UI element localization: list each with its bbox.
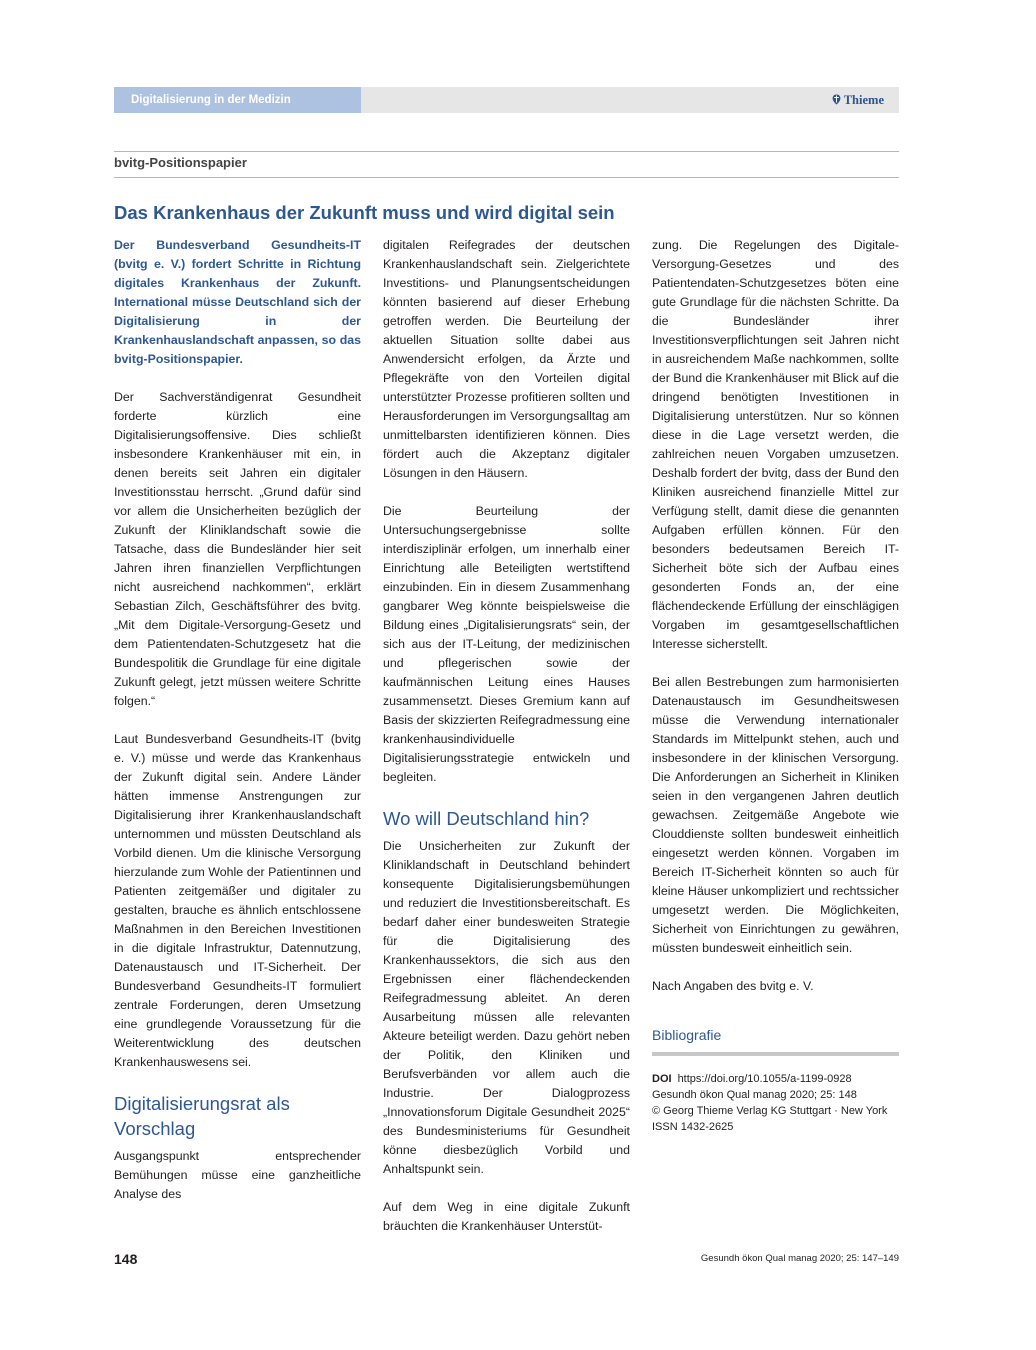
paragraph: Die Beurteilung der Untersuchungsergebnisse sollte interdisziplinär erfolgen, um innerhalb einer Einrichtung alle Beteiligten wertstiftend einzubinden. Ein in diesem Zusammenhang gangbarer Weg könnte beispielsweise die Bildung eines „Digitalisierungsrats“ sein, der sich aus der IT-Leitung, der medizinischen und pflegerischen sowie der kaufmännischen Leitung eines Hauses zusammensetzt. Dieses Gremium kann auf Basis der skizzierten Reifegradmessung eine krankenhausindividuelle Digitalisierungsstrategie entwickeln und begleiten. <box>383 504 630 784</box>
paragraph: Nach Angaben des bvitg e. V. <box>652 979 814 993</box>
publisher-name: Thieme <box>843 93 884 107</box>
text-column-2 <box>383 236 630 1255</box>
doi-label: DOI <box>652 1073 672 1085</box>
bibliography-block <box>652 1071 912 1135</box>
publisher-logo <box>832 87 884 113</box>
thieme-logo-icon <box>832 94 841 105</box>
text-column-3 <box>652 236 899 1015</box>
article-category: bvitg-Positionspapier <box>114 155 247 170</box>
bibliography-heading: Bibliografie <box>652 1027 722 1043</box>
journal-reference: Gesundh ökon Qual manag 2020; 25: 147–149 <box>700 1253 899 1264</box>
section-label: Digitalisierung in der Medizin <box>114 87 361 113</box>
doi-link[interactable]: https://doi.org/10.1055/a-1199-0928 <box>677 1073 852 1085</box>
running-header <box>114 87 899 113</box>
category-rule-bottom <box>114 177 899 178</box>
section-heading: Digitalisierungsrat als Vorschlag <box>114 1093 290 1139</box>
category-rule-top <box>114 151 899 152</box>
paragraph: Bei allen Bestrebungen zum harmonisierten Datenaustausch im Gesundheitswesen müsse die Verwendung internationaler Standards im Mittelpunkt stehen, auch und insbesondere in der klinischen Versorgung. Die Anforderungen an Sicherheit in Kliniken seien in den vergangenen Jahren deutlich gewachsen. Zeitgemäße Angebote wie Clouddienste sollten bundesweit einheitlich eingesetzt werden können. Vorgaben im Bereich IT-Sicherheit könnten so auch für kleine Häuser unkompliziert und rechtssicher umgesetzt werden. Die Möglichkeiten, Sicherheit von Einrichtungen zu gewähren, müssten bundesweit einheitlich sein. <box>652 675 899 955</box>
article-lead: Der Bundesverband Gesundheits-IT (bvitg e. V.) fordert Schritte in Richtung digitales Krankenhaus der Zukunft. International müsse Deutschland sich der Digitalisierung in der Krankenhauslandschaft anpassen, so das bvitg-Positionspapier. <box>114 238 361 366</box>
citation: Gesundh ökon Qual manag 2020; 25: 148 <box>652 1089 857 1101</box>
copyright: © Georg Thieme Verlag KG Stuttgart · New York <box>652 1105 888 1117</box>
paragraph: Ausgangspunkt entsprechender Bemühungen müsse eine ganzheitliche Analyse des <box>114 1149 361 1201</box>
paragraph: Laut Bundesverband Gesundheits-IT (bvitg e. V.) müsse und werde das Krankenhaus der Zukunft digital sein. Andere Länder hätten immense Anstrengungen zur Digitalisierung ihrer Krankenhauslandschaft unternommen und müssten Deutschland als Vorbild dienen. Um die klinische Versorgung hierzulande zum Wohle der Patientinnen und Patienten zeitgemäßer und digitaler zu gestalten, brauche es ähnlich entschlossene Maßnahmen in den Bereichen Investitionen in die digitale Infrastruktur, Datennutzung, Datenaustausch und IT-Sicherheit. Der Bundesverband Gesundheits-IT formuliert zentrale Forderungen, deren Umsetzung eine grundlegende Voraussetzung für die Weiterentwicklung des deutschen Krankenhauswesens sei. <box>114 732 361 1069</box>
section-heading: Wo will Deutschland hin? <box>383 808 590 829</box>
paragraph: Auf dem Weg in eine digitale Zukunft bräuchten die Krankenhäuser Unterstüt- <box>383 1200 630 1233</box>
paragraph: Die Unsicherheiten zur Zukunft der Kliniklandschaft in Deutschland behindert konsequente Digitalisierungsbemühungen und reduziert die Investitionsbereitschaft. Es bedarf daher einer bundesweiten Strategie für die Digitalisierung des Krankenhaussektors, die sich aus den Ergebnissen einer flächendeckenden Reifegradmessung ableitet. An deren Ausarbeitung müssen alle relevanten Akteure beteiligt werden. Dazu gehört neben der Politik, den Kliniken und Berufsverbänden vor allem auch die Industrie. Der Dialogprozess „Innovationsforum Digitale Gesundheit 2025“ des Bundesministeriums für Gesundheit könne diesbezüglich Vorbild und Anhaltspunkt sein. <box>383 839 630 1176</box>
paragraph: Der Sachverständigenrat Gesundheit forderte kürzlich eine Digitalisierungsoffensive. Dies schließt insbesondere Krankenhäuser mit ein, in denen bereits seit Jahren ein digitaler Investitionsstau herrscht. „Grund dafür sind vor allem die Unsicherheiten bezüglich der Zukunft der Kliniklandschaft sowie die Tatsache, dass die Bundesländer hier seit Jahren ihren finanziellen Verpflichtungen nicht ausreichend nachkommen“, erklärt Sebastian Zilch, Geschäftsführer des bvitg. „Mit dem Digitale-Versorgung-Gesetz und dem Patientendaten-Schutzgesetz hat die Bundespolitik die Grundlage für eine digitale Zukunft gelegt, jetzt müssen weitere Schritte folgen.“ <box>114 390 361 708</box>
issn: ISSN 1432-2625 <box>652 1121 734 1133</box>
bibliography-rule <box>652 1052 899 1056</box>
page-number: 148 <box>114 1251 138 1267</box>
paragraph: zung. Die Regelungen des Digitale-Versorgung-Gesetzes und des Patientendaten-Schutzgesetzes böten eine gute Grundlage für die nächsten Schritte. Da die Bundesländer ihrer Investitionsverpflichtungen seit Jahren nicht in ausreichendem Maße nachkommen, sollte der Bund die Krankenhäuser mit Blick auf die dringend benötigten Investitionen in Digitalisierung unterstützen. Nur so können diese in die Lage versetzt werden, die zahlreichen neuen Vorgaben umzusetzen. Deshalb fordert der bvitg, dass der Bund den Kliniken ausreichend finanzielle Mittel zur Verfügung stellt, damit diese die genannten Aufgaben erfüllen können. Für den besonders bedeutsamen Bereich IT-Sicherheit böte sich der Aufbau eines gesonderten Fonds an, der eine flächendeckende Erfüllung der einschlägigen Vorgaben im gesamtgesellschaftlichen Interesse sicherstellt. <box>652 238 900 651</box>
paragraph: digitalen Reifegrades der deutschen Krankenhauslandschaft sein. Zielgerichtete Investitions- und Planungsentscheidungen könnten basierend auf dieser Erhebung getroffen werden. Die Beurteilung der aktuellen Situation sollte dabei aus Anwendersicht erfolgen, da Ärzte und Pflegekräfte von den Vorteilen digital unterstützter Prozesse profitieren sollten und Herausforderungen im Versorgungsalltag am unmittelbarsten identifizieren können. Dies fördert auch die Akzeptanz digitaler Lösungen in den Häusern. <box>383 238 630 480</box>
article-title: Das Krankenhaus der Zukunft muss und wird digital sein <box>114 202 615 223</box>
text-column-1 <box>114 236 361 1223</box>
